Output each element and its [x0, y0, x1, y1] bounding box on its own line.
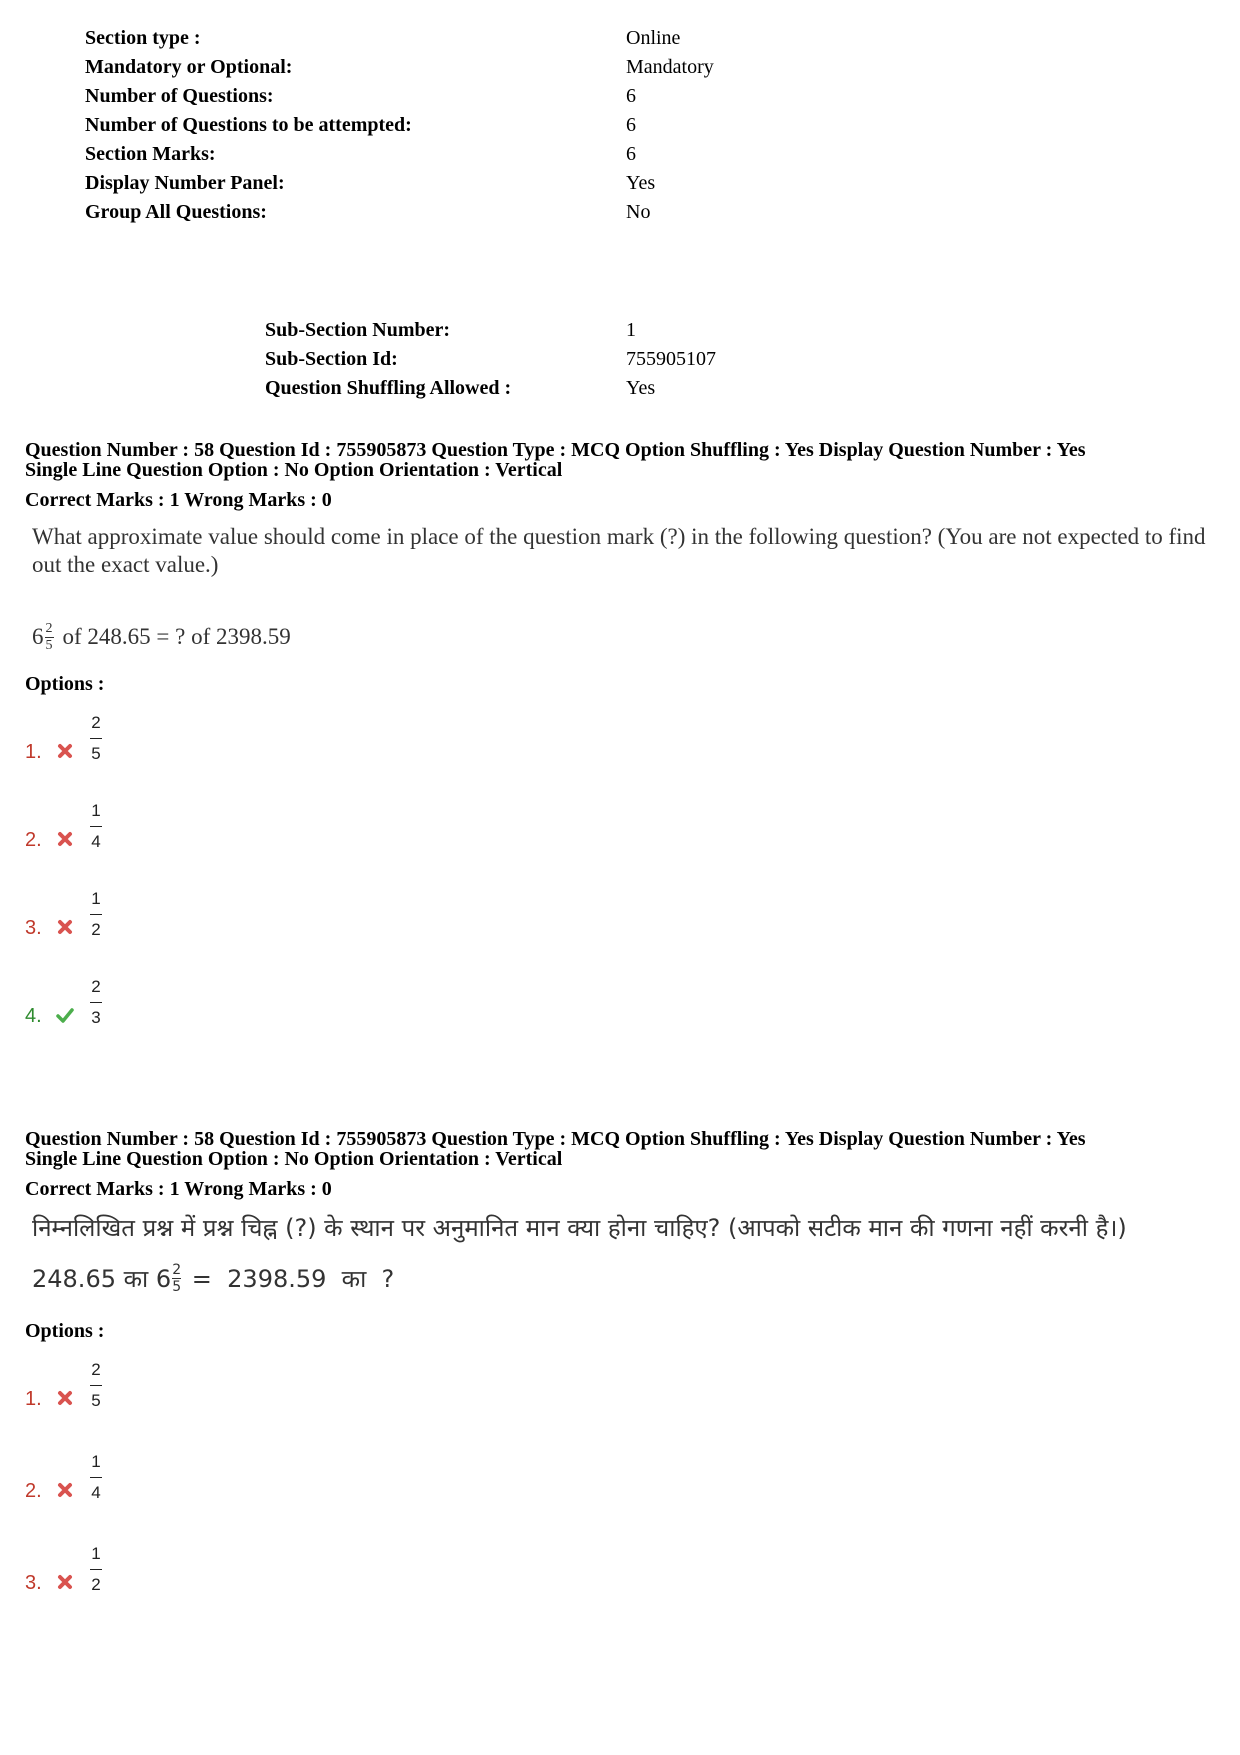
field-value: No	[626, 201, 651, 223]
numerator: 1	[91, 1452, 101, 1471]
section-row	[85, 169, 714, 198]
denominator: 4	[91, 832, 101, 851]
subsection-row	[265, 345, 716, 374]
question-marks: Correct Marks : 1 Wrong Marks : 0	[25, 1178, 332, 1200]
section-row	[85, 53, 714, 82]
expression-pre: 248.65 का 6	[32, 1264, 172, 1293]
field-label: Sub-Section Number:	[265, 319, 451, 341]
correct-check-icon	[56, 1006, 74, 1024]
option-item	[25, 1533, 1225, 1595]
denominator: 3	[91, 1008, 101, 1027]
field-value: Mandatory	[626, 56, 714, 78]
numerator: 1	[91, 801, 101, 820]
option-item	[25, 790, 1225, 852]
question-meta-line: Question Number : 58 Question Id : 755905873 Question Type : MCQ Option Shuffling : Yes Display Question Number : Yes	[25, 439, 1086, 461]
fraction-bar	[90, 826, 102, 827]
option-fraction	[90, 713, 102, 764]
field-label: Mandatory or Optional:	[85, 56, 293, 78]
question-meta	[25, 440, 1225, 510]
question-text: What approximate value should come in place of the question mark (?) in the following question? (You are not expected to find out the exact value.)	[32, 524, 1206, 577]
field-label: Sub-Section Id:	[265, 348, 398, 370]
numerator: 2	[45, 620, 53, 636]
wrong-icon	[56, 830, 74, 848]
option-fraction	[90, 1452, 102, 1503]
question-block-hindi	[25, 1129, 1225, 1595]
option-fraction	[90, 801, 102, 852]
field-label: Number of Questions to be attempted:	[85, 114, 412, 136]
question-expression	[32, 617, 1225, 657]
subsection-info-table	[265, 316, 716, 403]
question-meta-line: Question Number : 58 Question Id : 755905873 Question Type : MCQ Option Shuffling : Yes Display Question Number : Yes	[25, 1128, 1086, 1150]
wrong-icon	[56, 742, 74, 760]
field-label: Section type :	[85, 27, 201, 49]
numerator: 2	[172, 1261, 182, 1278]
wrong-icon	[56, 1481, 74, 1499]
fraction	[172, 1263, 181, 1294]
numerator: 1	[91, 1544, 101, 1563]
option-number: 2.	[25, 829, 42, 851]
denominator: 5	[91, 1391, 101, 1410]
option-number: 1.	[25, 1388, 42, 1410]
section-row	[85, 140, 714, 169]
field-value: 755905107	[626, 348, 716, 370]
options-list	[25, 702, 1225, 1028]
field-label: Display Number Panel:	[85, 172, 285, 194]
denominator: 2	[91, 920, 101, 939]
question-expression	[32, 1257, 1225, 1299]
field-value: Yes	[626, 377, 656, 399]
denominator: 5	[91, 744, 101, 763]
option-number: 1.	[25, 741, 42, 763]
fraction-bar	[90, 1477, 102, 1478]
options-label: Options :	[25, 1320, 105, 1342]
question-marks: Correct Marks : 1 Wrong Marks : 0	[25, 489, 332, 511]
section-info-table	[85, 24, 714, 227]
option-fraction	[90, 1360, 102, 1411]
numerator: 1	[91, 889, 101, 908]
option-item	[25, 878, 1225, 940]
wrong-icon	[56, 918, 74, 936]
fraction	[45, 622, 54, 653]
option-item	[25, 966, 1225, 1028]
field-label: Question Shuffling Allowed :	[265, 377, 512, 399]
section-row	[85, 24, 714, 53]
option-fraction	[90, 977, 102, 1028]
fraction-bar	[90, 1569, 102, 1570]
question-meta-line: Single Line Question Option : No Option Orientation : Vertical	[25, 459, 563, 481]
question-meta-line: Single Line Question Option : No Option Orientation : Vertical	[25, 1148, 563, 1170]
denominator: 2	[91, 1575, 101, 1594]
field-value: 6	[626, 114, 636, 136]
question-meta	[25, 1129, 1225, 1199]
option-item	[25, 1349, 1225, 1411]
expression-rest: = 2398.59 का ?	[184, 1264, 395, 1293]
field-value: Yes	[626, 172, 656, 194]
mixed-number	[32, 622, 57, 653]
field-value: 1	[626, 319, 636, 341]
field-value: 6	[626, 143, 636, 165]
numerator: 2	[91, 977, 101, 996]
option-item	[25, 702, 1225, 764]
field-value: Online	[626, 27, 681, 49]
field-label: Group All Questions:	[85, 201, 267, 223]
subsection-row	[265, 374, 716, 403]
option-fraction	[90, 1544, 102, 1595]
question-text: निम्नलिखित प्रश्न में प्रश्न चिह्न (?) के स्थान पर अनुमानित मान क्या होना चाहिए? (आपको सटीक मान की गणना नहीं करनी है।)	[32, 1214, 1127, 1242]
fraction-bar	[90, 1385, 102, 1386]
section-row	[85, 198, 714, 227]
numerator: 2	[91, 1360, 101, 1379]
field-label: Section Marks:	[85, 143, 216, 165]
fraction-bar	[90, 914, 102, 915]
options-label: Options :	[25, 673, 105, 695]
whole-part: 6	[32, 624, 44, 649]
question-block-english	[25, 440, 1225, 1028]
wrong-icon	[56, 1389, 74, 1407]
denominator: 4	[91, 1483, 101, 1502]
wrong-icon	[56, 1573, 74, 1591]
field-value: 6	[626, 85, 636, 107]
option-number: 2.	[25, 1480, 42, 1502]
section-row	[85, 82, 714, 111]
section-row	[85, 111, 714, 140]
option-fraction	[90, 889, 102, 940]
option-number: 3.	[25, 1572, 42, 1594]
expression-rest: of 248.65 = ? of 2398.59	[62, 624, 291, 649]
denominator: 5	[172, 1278, 182, 1295]
option-number: 3.	[25, 917, 42, 939]
denominator: 5	[45, 637, 53, 653]
subsection-row	[265, 316, 716, 345]
fraction-bar	[90, 738, 102, 739]
field-label: Number of Questions:	[85, 85, 274, 107]
fraction-bar	[90, 1002, 102, 1003]
option-item	[25, 1441, 1225, 1503]
options-list	[25, 1349, 1225, 1595]
option-number: 4.	[25, 1005, 42, 1027]
numerator: 2	[91, 713, 101, 732]
